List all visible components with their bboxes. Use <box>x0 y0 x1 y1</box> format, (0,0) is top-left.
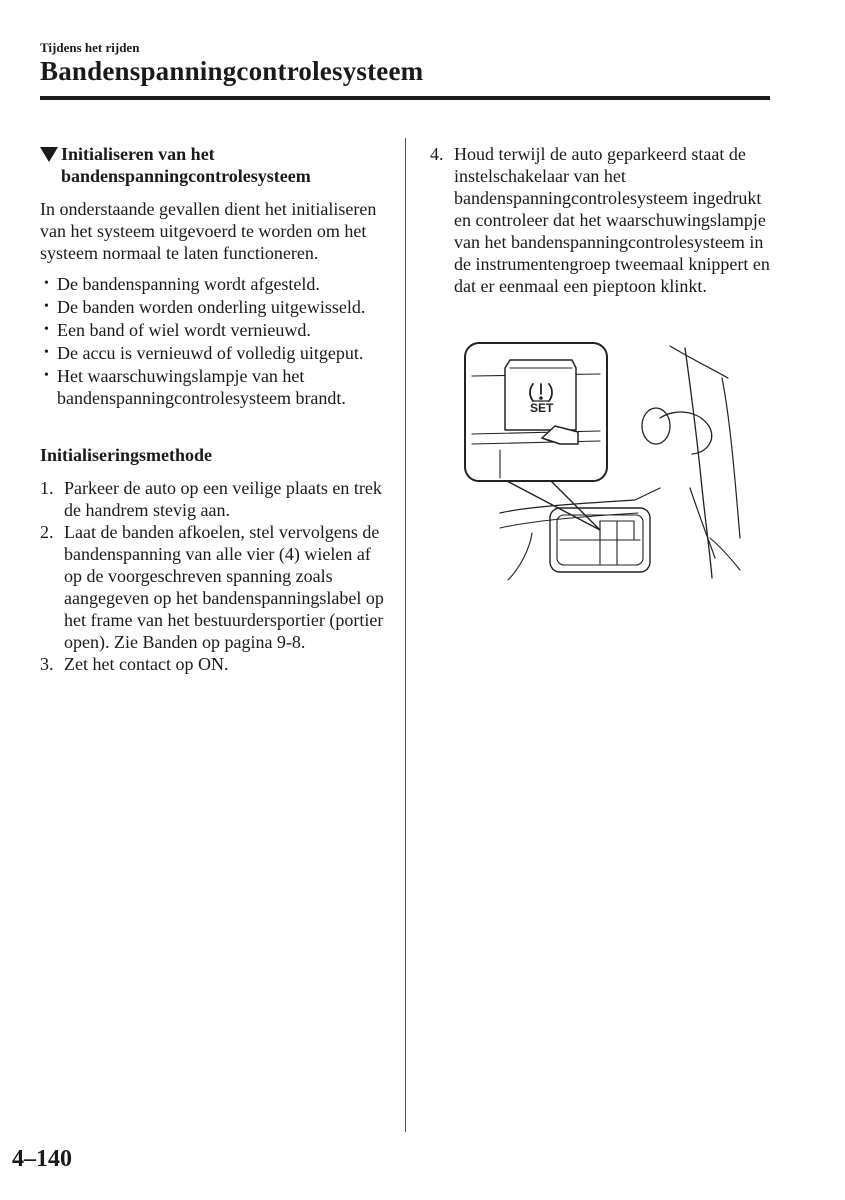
step-number: 2. <box>40 522 54 542</box>
section-heading-line1: Initialiseren van het <box>61 144 215 164</box>
step-number: 4. <box>430 144 444 164</box>
set-switch-illustration <box>460 338 745 586</box>
step-number: 3. <box>40 654 54 674</box>
step-item <box>430 143 770 297</box>
page-number: 4–140 <box>12 1146 72 1172</box>
right-column <box>430 143 770 297</box>
step-text: Zet het contact op ON. <box>64 654 229 674</box>
list-item: • Het waarschuwingslampje van het bandenspanningcontrolesysteem brandt. <box>40 365 390 409</box>
list-item: • De accu is vernieuwd of volledig uitgeput. <box>40 342 390 364</box>
method-steps-continued <box>430 143 770 297</box>
list-item: • De banden worden onderling uitgewisseld. <box>40 296 390 318</box>
condition-list <box>40 273 390 409</box>
set-button-label: SET <box>530 401 554 415</box>
step-text: Houd terwijl de auto geparkeerd staat de instelschakelaar van het bandenspanningcontrolesysteem ingedrukt en controleer dat het waarschuwingslampje van het bandenspanningcontrolesysteem in de instrumentengroep tweemaal knippert en dat er eenmaal een pieptoon klinkt. <box>454 144 770 296</box>
left-column <box>40 143 390 675</box>
step-text: Parkeer de auto op een veilige plaats en trek de handrem stevig aan. <box>64 478 382 520</box>
column-divider <box>405 138 406 1132</box>
page-title: Bandenspanningcontrolesysteem <box>40 56 424 86</box>
step-number: 1. <box>40 478 54 498</box>
method-heading: Initialiseringsmethode <box>40 445 213 465</box>
chapter-label: Tijdens het rijden <box>40 40 140 55</box>
intro-paragraph: In onderstaande gevallen dient het initialiseren van het systeem uitgevoerd te worden om het systeem normaal te laten functioneren. <box>40 199 377 263</box>
method-steps <box>40 477 390 675</box>
triangle-bullet-icon <box>40 147 58 162</box>
step-text: Laat de banden afkoelen, stel vervolgens de bandenspanning van alle vier (4) wielen af op de voorgeschreven spanning zoals aangegeven op het bandenspanningslabel op het frame van het bestuurdersportier (portier open). Zie Banden op pagina 9-8. <box>64 522 384 652</box>
title-rule <box>40 96 770 100</box>
section-heading-line2: bandenspanningcontrolesysteem <box>61 166 311 186</box>
step-item <box>40 521 390 653</box>
step-item <box>40 477 390 521</box>
list-item: • De bandenspanning wordt afgesteld. <box>40 273 390 295</box>
section-heading <box>40 143 390 187</box>
list-item: • Een band of wiel wordt vernieuwd. <box>40 319 390 341</box>
step-item <box>40 653 390 675</box>
